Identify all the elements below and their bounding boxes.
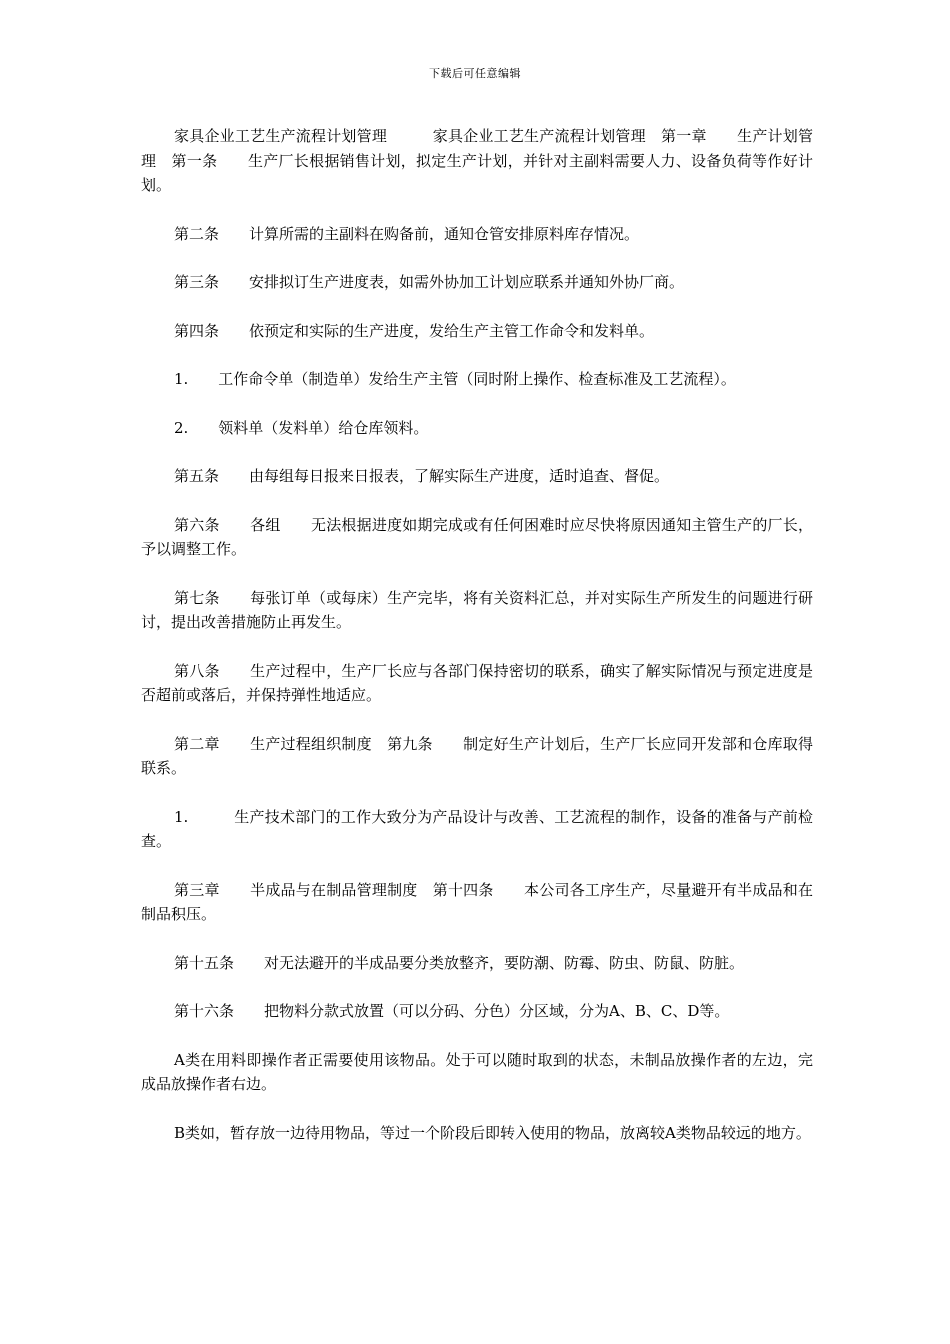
paragraph-14: 第十五条 对无法避开的半成品要分类放整齐，要防潮、防霉、防虫、防鼠、防脏。: [174, 953, 745, 972]
paragraph-5: 1. 工作命令单（制造单）发给生产主管（同时附上操作、检查标准及工艺流程）。: [174, 370, 736, 388]
paragraph-4: 第四条 依预定和实际的生产进度，发给生产主管工作命令和发料单。: [174, 321, 655, 340]
paragraph-12: 1. 生产技术部门的工作大致分为产品设计与改善、工艺流程的制作，设备的准备与产前检查。: [141, 807, 813, 850]
page-header: 下载后可任意编辑: [429, 67, 521, 80]
paragraph-9: 第七条 每张订单（或每床）生产完毕，将有关资料汇总，并对实际生产所发生的问题进行研讨，提出改善措施防止再发生。: [141, 588, 813, 631]
paragraph-3: 第三条 安排拟订生产进度表，如需外协加工计划应联系并通知外协厂商。: [174, 273, 685, 291]
paragraph-8: 第六条 各组 无法根据进度如期完成或有任何困难时应尽快将原因通知主管生产的厂长，予以调整工作。: [141, 515, 813, 558]
paragraph-11: 第二章 生产过程组织制度 第九条 制定好生产计划后，生产厂长应同开发部和仓库取得联系。: [141, 734, 813, 777]
paragraph-16: A类在用料即操作者正需要使用该物品。处于可以随时取到的状态，未制品放操作者的左边，完成品放操作者右边。: [141, 1050, 813, 1093]
document-body: [141, 124, 813, 1169]
paragraph-13: 第三章 半成品与在制品管理制度 第十四条 本公司各工序生产，尽量避开有半成品和在制品积压。: [141, 880, 813, 923]
paragraph-1: 家具企业工艺生产流程计划管理 家具企业工艺生产流程计划管理 第一章 生产计划管理 第一条 生产厂长根据销售计划，拟定生产计划，并针对主副料需要人力、设备负荷等作好计划。: [141, 127, 813, 194]
paragraph-17: B类如，暂存放一边待用物品，等过一个阶段后即转入使用的物品，放离较A类物品较远的地方。: [174, 1123, 811, 1142]
paragraph-6: 2. 领料单（发料单）给仓库领料。: [174, 418, 429, 437]
paragraph-15: 第十六条 把物料分款式放置（可以分码、分色）分区域，分为A、B、C、D等。: [174, 1002, 730, 1020]
paragraph-10: 第八条 生产过程中，生产厂长应与各部门保持密切的联系，确实了解实际情况与预定进度是否超前或落后，并保持弹性地适应。: [141, 661, 813, 704]
paragraph-7: 第五条 由每组每日报来日报表，了解实际生产进度，适时追查、督促。: [174, 467, 670, 485]
paragraph-2: 第二条 计算所需的主副料在购备前，通知仓管安排原料库存情况。: [174, 224, 640, 243]
